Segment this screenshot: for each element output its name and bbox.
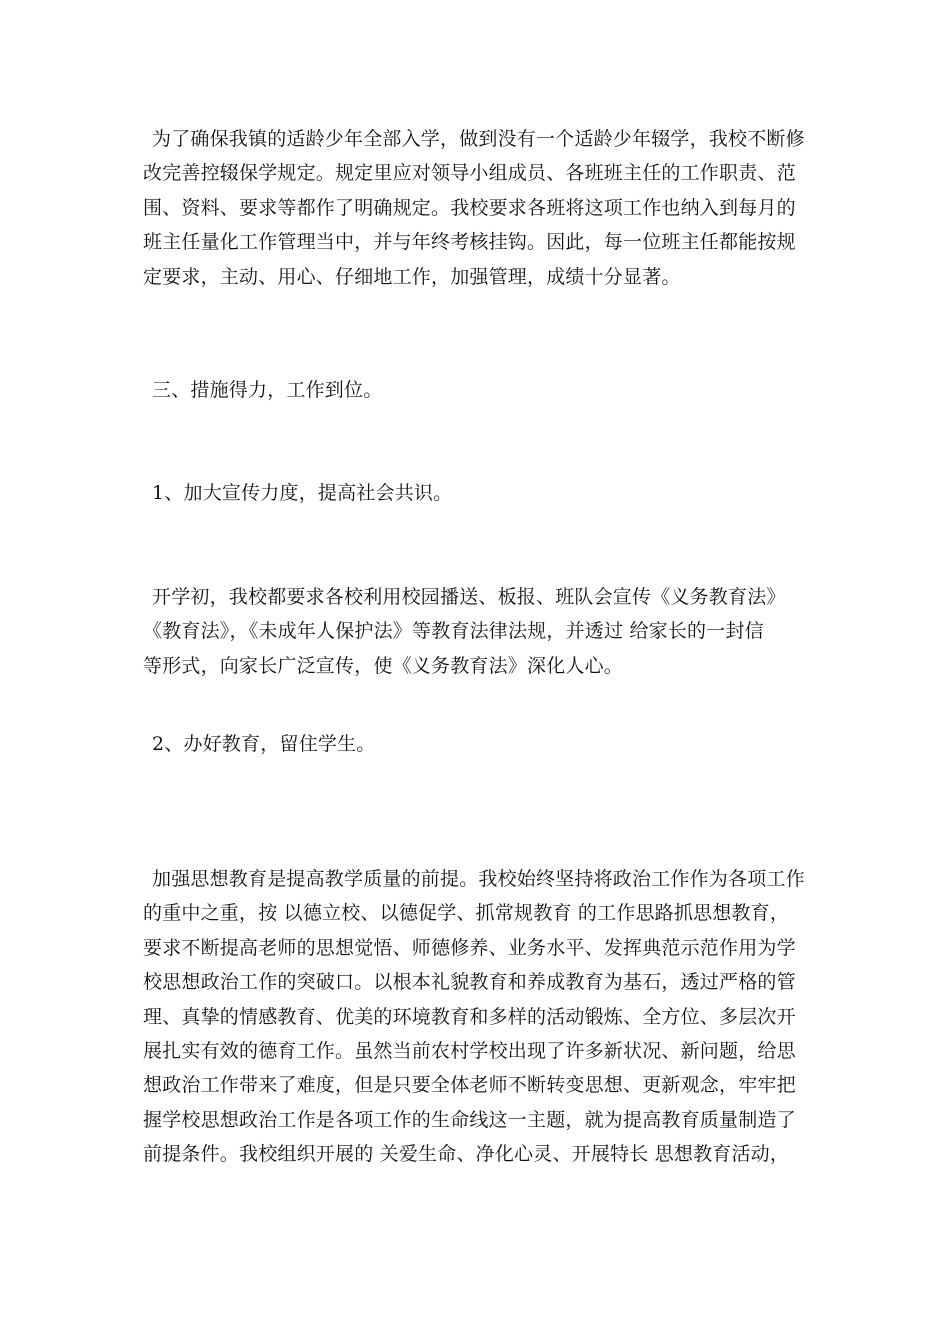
- paragraph-line: 等形式，向家长广泛宣传，使《义务教育法》深化人心。: [143, 654, 624, 677]
- paragraph-line: 改完善控辍保学规定。规定里应对领导小组成员、各班班主任的工作职责、范: [143, 162, 796, 185]
- paragraph-line: 校思想政治工作的突破口。以根本礼貌教育和养成教育为基石，透过严格的管: [143, 971, 796, 994]
- paragraph-publicity: [143, 580, 808, 683]
- paragraph-line: 理、真挚的情感教育、优美的环境教育和多样的活动锻炼、全方位、多层次开: [143, 1005, 796, 1028]
- paragraph-line: 展扎实有效的德育工作。虽然当前农村学校出现了许多新状况、新问题，给思: [143, 1040, 796, 1063]
- paragraph-ideological-education: [143, 862, 808, 1172]
- section-heading-measures: 三、措施得力，工作到位。: [152, 379, 383, 401]
- paragraph-line: 前提条件。我校组织开展的 关爱生命、净化心灵、开展特长 思想教育活动，: [143, 1143, 790, 1166]
- subheading-publicity: 1、加大宣传力度，提高社会共识。: [152, 482, 453, 504]
- paragraph-dropout-prevention: [143, 122, 808, 294]
- subheading-education: 2、办好教育，留住学生。: [152, 733, 376, 755]
- paragraph-line: 班主任量化工作管理当中，并与年终考核挂钩。因此，每一位班主任都能按规: [143, 231, 796, 254]
- paragraph-line: 为了确保我镇的适龄少年全部入学，做到没有一个适龄少年辍学，我校不断修: [152, 128, 805, 150]
- paragraph-line: 定要求，主动、用心、仔细地工作，加强管理，成绩十分显著。: [143, 265, 681, 288]
- paragraph-line: 开学初，我校都要求各校利用校园播送、板报、班队会宣传《义务教育法》: [152, 586, 786, 608]
- paragraph-line: 握学校思想政治工作是各项工作的生命线这一主题，就为提高教育质量制造了: [143, 1108, 796, 1131]
- paragraph-line: 加强思想教育是提高教学质量的前提。我校始终坚持将政治工作作为各项工作: [152, 868, 805, 890]
- paragraph-line: 围、资料、要求等都作了明确规定。我校要求各班将这项工作也纳入到每月的: [143, 196, 796, 219]
- paragraph-line: 想政治工作带来了难度，但是只要全体老师不断转变思想、更新观念，牢牢把: [143, 1074, 796, 1097]
- paragraph-line: 的重中之重，按 以德立校、以德促学、抓常规教育 的工作思路抓思想教育，: [143, 902, 790, 925]
- paragraph-line: 《教育法》，《未成年人保护法》等教育法律法规，并透过 给家长的一封信: [143, 620, 764, 643]
- paragraph-line: 要求不断提高老师的思想觉悟、师德修养、业务水平、发挥典范示范作用为学: [143, 936, 796, 959]
